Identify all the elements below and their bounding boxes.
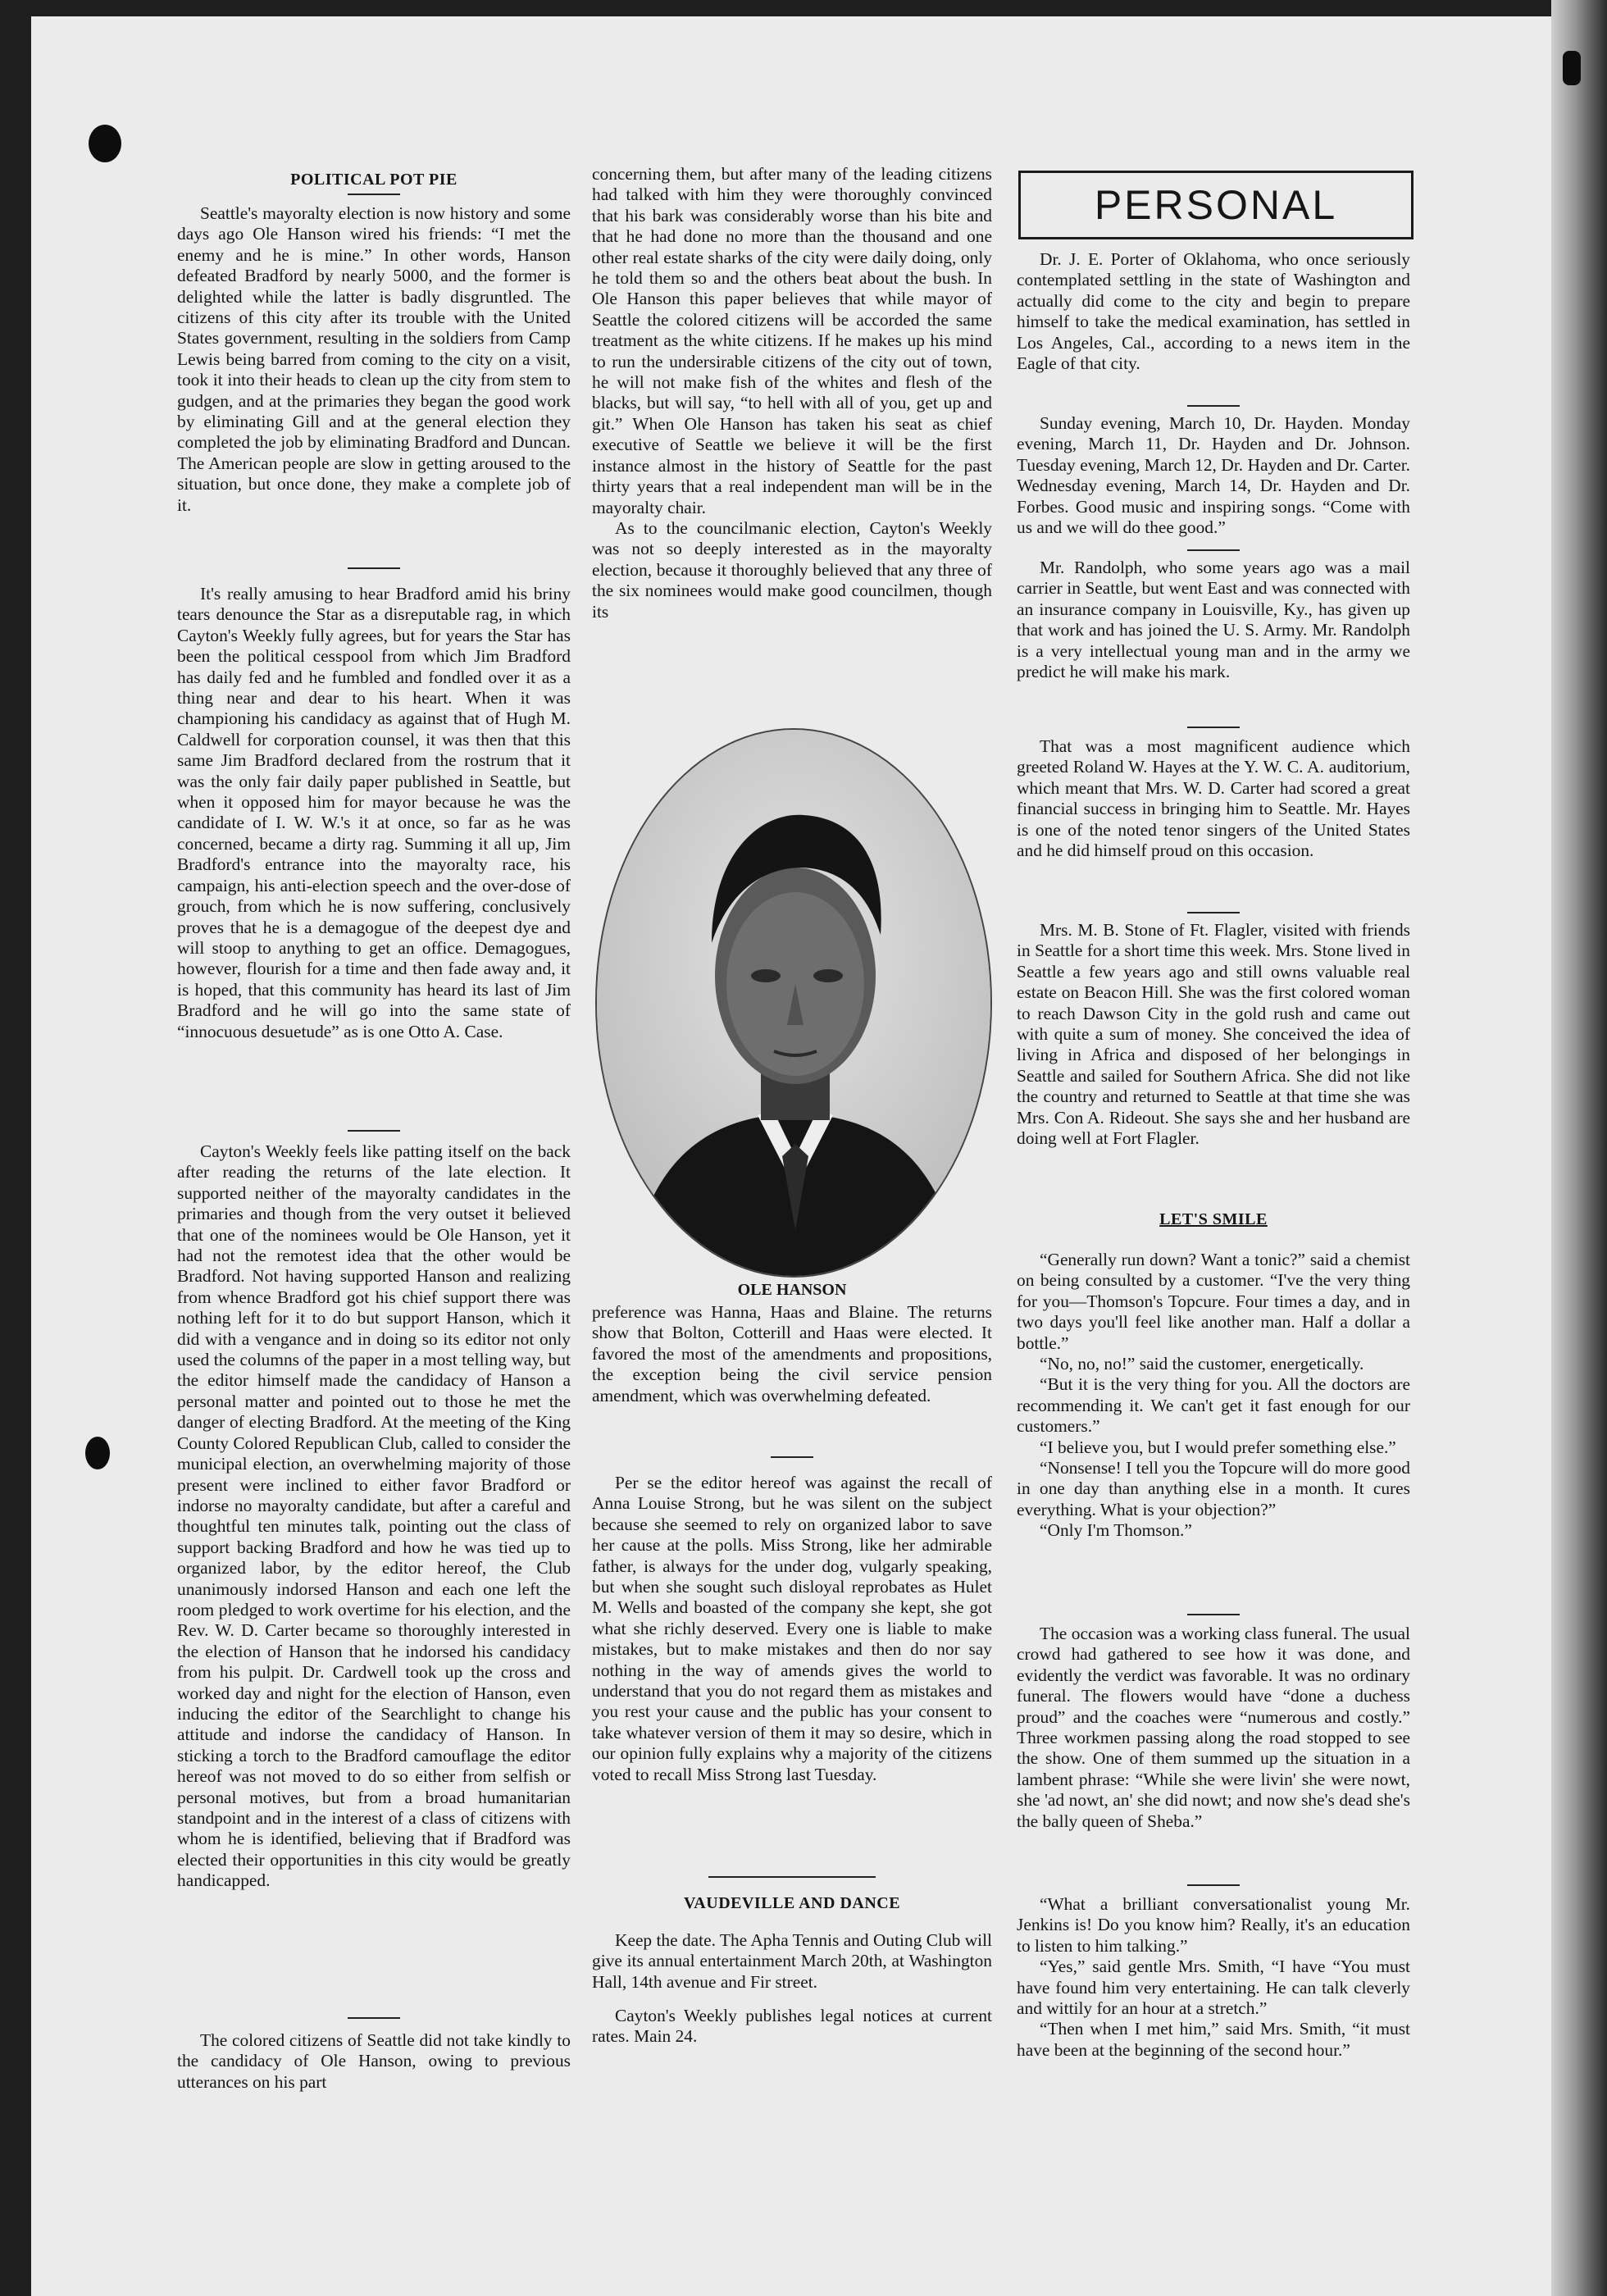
- joke-line: “Then when I met him,” said Mrs. Smith, “it must have been at the beginning of the second hour.”: [1017, 2019, 1410, 2060]
- ole-hanson-portrait: [595, 728, 992, 1278]
- column-3-text-4: [1017, 736, 1410, 861]
- divider: [1187, 405, 1240, 407]
- column-3-text-5: [1017, 920, 1410, 1149]
- article-paragraph: Keep the date. The Apha Tennis and Outing Club will give its annual entertainment March 20th, at Washington Hall, 14th avenue and Fir street.: [592, 1930, 992, 1992]
- article-paragraph: The colored citizens of Seattle did not take kindly to the candidacy of Ole Hanson, owing to previous utterances on his part: [177, 2030, 571, 2092]
- joke-line: “Yes,” said gentle Mrs. Smith, “I have “You must have found him very entertaining. He can talk cleverly and wittily for an hour at a stretch.”: [1017, 1957, 1410, 2019]
- divider: [1187, 1614, 1240, 1615]
- article-paragraph: Mr. Randolph, who some years ago was a mail carrier in Seattle, but went East and was connected with an insurance company in Louisville, Ky., has given up that work and has joined the U. S. Army. Mr. Randolph is a very intellectual young man and in the army we predict he will make his mark.: [1017, 558, 1410, 682]
- divider: [708, 1876, 876, 1878]
- joke-line: “Nonsense! I tell you the Topcure will do more good in one day than anything else in a month. It cures everything. What is your objection?”: [1017, 1458, 1410, 1519]
- political-pot-pie-heading: POLITICAL POT PIE: [290, 171, 458, 189]
- lets-smile-heading: LET'S SMILE: [1159, 1210, 1268, 1228]
- article-paragraph: The occasion was a working class funeral. The usual crowd had gathered to see how it was done, and evidently the verdict was favorable. It was no ordinary funeral. The flowers would have “done a duchess proud” and the coaches were “numerous and costly.” Three workmen passing along the road stopped to see the show. One of them summed up the situation in a lambent phrase: “While she were livin' she were nowt, she 'ad nowt, an' she did nowt; and now she's dead she's the bally queen of Sheba.”: [1017, 1624, 1410, 1831]
- column-3-text-2: [1017, 413, 1410, 538]
- column-2-text-2: [592, 1302, 992, 1406]
- column-3-text-3: [1017, 558, 1410, 682]
- article-paragraph: It's really amusing to hear Bradford amid his briny tears denounce the Star as a disreputable rag, in which Cayton's Weekly fully agrees, but for years the Star has been the political cesspool from which Jim Bradford has daily fed and he fumbled and fondled over it as a thing near and dear to his heart. When it was championing his candidacy as against that of Hugh M. Caldwell for corporation counsel, it was then that this same Jim Bradford declared from the rostrum that it was the only fair daily paper published in Seattle, but when it opposed him for mayor because he was the candidate of I. W. W.'s it at once, so far as he was concerned, became a dirty rag. Summing it all up, Jim Bradford's entrance into the mayoralty race, his campaign, his anti-election speech and the over-dose of grouch, from which he is now suffering, conclusively proves that he is a demagogue of the deepest dye and will stoop to anything to get an office. Demagogues, however, flourish for a time and then fade away and, it is hoped, that this community has heard its last of Jim Bradford and he will go into the same state of “innocuous desuetude” as is one Otto A. Case.: [177, 584, 571, 1041]
- article-paragraph: That was a most magnificent audience which greeted Roland W. Hayes at the Y. W. C. A. auditorium, which meant that Mrs. W. D. Carter had scored a great financial success in bringing him to Seattle. Mr. Hayes is one of the noted tenor singers of the United States and he did himself proud on this occasion.: [1017, 736, 1410, 861]
- divider: [1187, 727, 1240, 728]
- portrait-caption: OLE HANSON: [737, 1281, 847, 1299]
- article-paragraph: Cayton's Weekly feels like patting itself on the back after reading the returns of the late election. It supported neither of the mayoralty candidates in the primaries and though from the very outset it believed that one of the nominees would be Ole Hanson, yet it had not the remotest idea that the other would be Bradford. Not having supported Hanson and realizing from whence Bradford got his chief support there was nothing left for it to do but support Hanson, which it did with a vengance and in doing so its editor not only used the columns of the paper in a most telling way, but the editor himself made the candidacy of Hanson a personal matter and pointed out to those he met the danger of electing Bradford. At the meeting of the King County Colored Republican Club, called to consider the municipal election, an overwhelming majority of those present were inclined to either favor Bradford or indorse no mayoralty candidate, but after a careful and thoughtful ten minutes talk, pointing out the class of support backing Bradford and how he was tied up to organized labor, by the editor hereof, the Club unanimously indorsed Hanson and each one left the room pledged to work overtime for his election, and the Rev. W. D. Carter became so thoroughly interested in the election of Hanson that he indorsed his candidacy from his pulpit. Dr. Cardwell took up the cross and worked day and night for the election of Hanson, even inducing the editor of the Searchlight to change his attitude and indorse the candidacy of Hanson. In sticking a torch to the Bradford camouflage the editor hereof was not moved to do so either from selfish or personal motives, but from a broad humanitarian standpoint and in the interest of a class of citizens with whom he is identified, believing that if Bradford was elected their opportunities in this city would be greatly handicapped.: [177, 1141, 571, 1891]
- divider: [348, 2017, 400, 2019]
- divider: [348, 567, 400, 569]
- article-paragraph: Per se the editor hereof was against the recall of Anna Louise Strong, but he was silent on the subject because she seemed to rely on organized labor to save her cause at the polls. Miss Strong, like her admirable father, is always for the under dog, vulgarly speaking, but when she sought such disloyal reprobates as Hulet M. Wells and boasted of the company she kept, she got what she richly deserved. Every one is liable to make mistakes, but to make mistakes and then do nor say nothing in the way of amends gives the world to understand that you do not regard them as mistakes and you rest your cause and the public has your consent to take whatever version of them it may so desire, which in our opinion fully explains why a majority of the citizens voted to recall Miss Strong last Tuesday.: [592, 1473, 992, 1784]
- binding-clip: [1563, 51, 1581, 85]
- article-paragraph: Dr. J. E. Porter of Oklahoma, who once seriously contemplated settling in the state of Washington and actually did come to the city and begin to prepare himself to take the medical examination, has settled in Los Angeles, Cal., according to a news item in the Eagle of that city.: [1017, 249, 1410, 374]
- binding-hole-top: [89, 125, 121, 162]
- article-paragraph: Sunday evening, March 10, Dr. Hayden. Monday evening, March 11, Dr. Hayden and Dr. Johnson. Tuesday evening, March 12, Dr. Hayden and Dr. Carter. Wednesday evening, March 14, Dr. Hayden and Dr. Forbes. Good music and inspiring songs. “Come with us and we will do thee good.”: [1017, 413, 1410, 538]
- divider: [1187, 912, 1240, 913]
- article-paragraph: Mrs. M. B. Stone of Ft. Flagler, visited with friends in Seattle for a short time this week. Mrs. Stone lived in Seattle a few years ago and still owns valuable real estate on Beacon Hill. She was the first colored woman to reach Dawson City in the gold rush and came out with quite a sum of money. She conceived the idea of living in Africa and disposed of her belongings in Seattle and sailed for Southern Africa. She did not like the country and returned to Seattle at that time she was Mrs. Con A. Rideout. She says she and her husband are doing well at Fort Flagler.: [1017, 920, 1410, 1149]
- column-2-text-4: [592, 1930, 992, 1993]
- column-3-text: [1017, 249, 1410, 374]
- column-2-text-3: [592, 1473, 992, 1785]
- column-1-text-2: [177, 584, 571, 1042]
- joke-line: “I believe you, but I would prefer something else.”: [1040, 1437, 1396, 1457]
- divider: [771, 1456, 813, 1458]
- column-3-text-8: [1017, 1894, 1410, 2061]
- divider: [1187, 549, 1240, 551]
- column-2-text-5: [592, 2006, 992, 2048]
- joke-line: “But it is the very thing for you. All the doctors are recommending it. We can't get it fast enough for our customers.”: [1017, 1374, 1410, 1437]
- article-paragraph: As to the councilmanic election, Cayton's Weekly was not so deeply interested as in the mayoralty election, because it thoroughly believed that any three of the six nominees would make good councilmen, though its: [592, 517, 992, 622]
- article-paragraph: Cayton's Weekly publishes legal notices at current rates. Main 24.: [592, 2006, 992, 2047]
- joke-line: “Only I'm Thomson.”: [1040, 1520, 1192, 1541]
- article-paragraph: concerning them, but after many of the leading citizens had talked with him they were thoroughly convinced that his bark was considerably worse than his bite and that he had done no more than the thousand and one other real estate sharks of the city were daily doing, only he told them so and the others beat about the bush. In Ole Hanson this paper believes that while mayor of Seattle the colored citizens will be accorded the same treatment as the white citizens. If he makes up his mind to run the undersirable citizens of the city out of town, he will not make fish of the whites and flesh of the blacks, but will say, “to hell with all of you, get up and git.” When Ole Hanson has taken his seat as chief executive of Seattle we believe it will be the first instance almost in the history of Seattle for the past thirty years that a real independent man will be in the mayoralty chair.: [592, 164, 992, 517]
- column-1-text: [177, 203, 571, 516]
- column-2-text: [592, 164, 992, 622]
- personal-heading: PERSONAL: [1094, 182, 1338, 228]
- article-paragraph: preference was Hanna, Haas and Blaine. The returns show that Bolton, Cotterill and Haas were elected. It favored the most of the amendments and propositions, the exception being the civil service pension amendment, which was overwhelming defeated.: [592, 1302, 992, 1405]
- joke-line: “What a brilliant conversationalist young Mr. Jenkins is! Do you know him? Really, it's an education to listen to him talking.”: [1017, 1894, 1410, 1956]
- vaudeville-heading: VAUDEVILLE AND DANCE: [683, 1894, 901, 1912]
- page-edge-shadow: [1551, 0, 1607, 2296]
- column-3-text-7: [1017, 1624, 1410, 1832]
- joke-line: “Generally run down? Want a tonic?” said a chemist on being consulted by a customer. “I've the very thing for you—Thomson's Topcure. Four times a day, and in two days you'll feel like another man. Half a dollar a bottle.”: [1017, 1250, 1410, 1353]
- column-3-text-6: [1017, 1250, 1410, 1542]
- divider: [1187, 1884, 1240, 1886]
- joke-line: “No, no, no!” said the customer, energetically.: [1040, 1354, 1364, 1374]
- portrait-illustration: [597, 730, 992, 1278]
- binding-hole-middle: [85, 1437, 110, 1469]
- column-1-text-3: [177, 1141, 571, 1892]
- column-1-text-4: [177, 2030, 571, 2093]
- article-paragraph: Seattle's mayoralty election is now history and some days ago Ole Hanson wired his friends: “I met the enemy and he is mine.” In other words, Hanson defeated Bradford by nearly 5000, and the former is delighted while the latter is badly disgruntled. The citizens of this city after its trouble with the United States government, resulting in the soldiers from Camp Lewis being barred from coming to the city on a visit, took it into their heads to clean up the city from stem to gudgen, and at the primaries they began the good work by eliminating Gill and at the general election they completed the job by eliminating Bradford and Duncan. The American people are slow in getting aroused to the situation, but once done, they make a complete job of it.: [177, 203, 571, 515]
- divider: [348, 194, 400, 195]
- personal-heading-box: [1018, 171, 1414, 239]
- divider: [348, 1130, 400, 1132]
